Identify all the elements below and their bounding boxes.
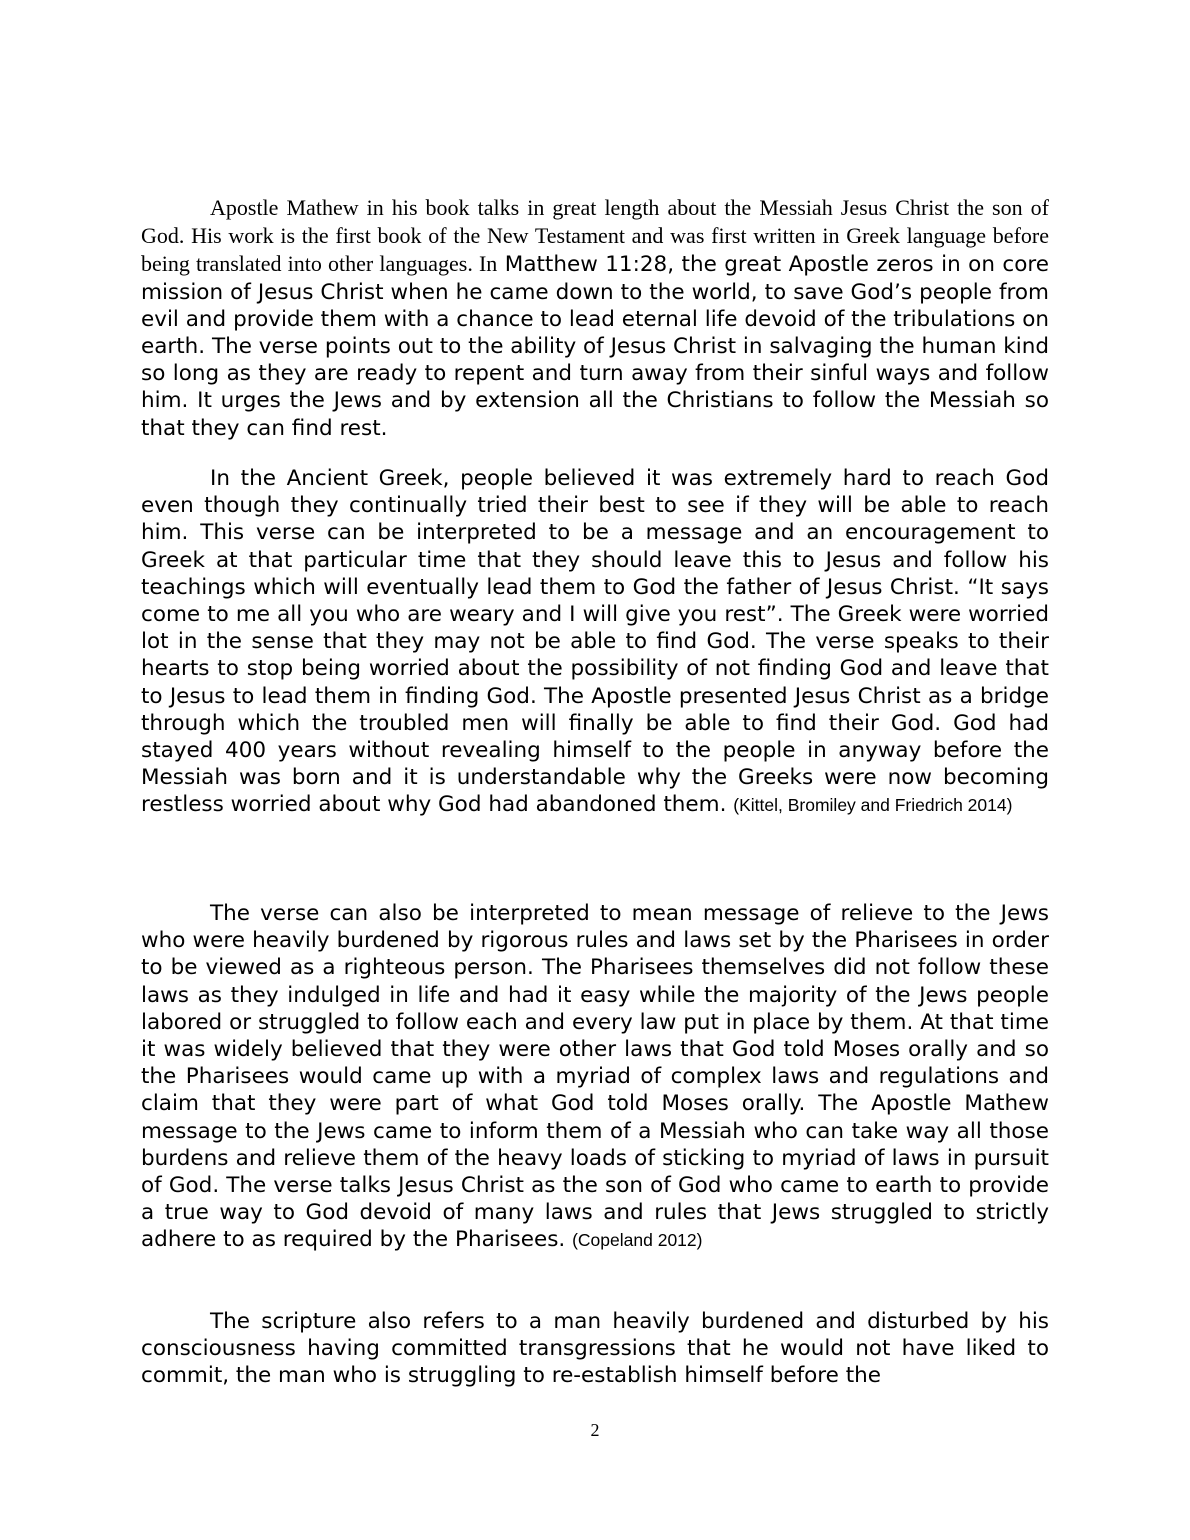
- paragraph-3-text: The verse can also be interpreted to mean message of relieve to the Jews who were heavily burdened by rigorous rules and laws set by the Pharisees in order to be viewed as a righteous person. The Pharisees themselves did not follow these laws as they indulged in life and had it easy while the majority of the Jews people labored or struggled to follow each and every law put in place by them. At that time it was widely believed that they were other laws that God told Moses orally and so the Pharisees would came up with a myriad of complex laws and regulations and claim that they were part of what God told Moses orally. The Apostle Mathew message to the Jews came to inform them of a Messiah who can take way all those burdens and relieve them of the heavy loads of sticking to myriad of laws in pursuit of God. The verse talks Jesus Christ as the son of God who came to earth to provide a true way to God devoid of many laws and rules that Jews struggled to strictly adhere to as required by the Pharisees.: [141, 901, 1049, 1253]
- paragraph-1: [141, 194, 1049, 442]
- paragraph-1-serif-text: Apostle Mathew in his book talks in great length about the Messiah Jesus Christ the son of God. His work is the first book of the New Testament and was first written in Greek language before being translated into other languages. In: [141, 195, 1049, 277]
- citation-copeland: (Copeland 2012): [572, 1230, 703, 1251]
- paragraph-3: [141, 900, 1049, 1255]
- paragraph-1-text: Matthew 11:28, the great Apostle zeros in on core mission of Jesus Christ when he came down to the world, to save God’s people from evil and provide them with a chance to lead eternal life devoid of the tribulations on earth. The verse points out to the ability of Jesus Christ in salvaging the human kind so long as they are ready to repent and turn away from their sinful ways and follow him. It urges the Jews and by extension all the Christians to follow the Messiah so that they can find rest.: [141, 252, 1049, 441]
- paragraph-4: [141, 1308, 1049, 1390]
- paragraph-4-text: The scripture also refers to a man heavily burdened and disturbed by his consciousness having committed transgressions that he would not have liked to commit, the man who is struggling to re-establish himself before the: [141, 1309, 1049, 1389]
- paragraph-2-text: In the Ancient Greek, people believed it was extremely hard to reach God even though they continually tried their best to see if they will be able to reach him. This verse can be interpreted to be a message and an encouragement to Greek at that particular time that they should leave this to Jesus and follow his teachings which will eventually lead them to God the father of Jesus Christ. “It says come to me all you who are weary and I will give you rest”. The Greek were worried lot in the sense that they may not be able to find God. The verse speaks to their hearts to stop being worried about the possibility of not finding God and leave that to Jesus to lead them in finding God. The Apostle presented Jesus Christ as a bridge through which the troubled men will finally be able to find their God. God had stayed 400 years without revealing himself to the people in anyway before the Messiah was born and it is understandable why the Greeks were now becoming restless worried about why God had abandoned them.: [141, 466, 1049, 818]
- citation-kittel: (Kittel, Bromiley and Friedrich 2014): [733, 795, 1013, 816]
- paragraph-2: [141, 465, 1049, 820]
- page-number: 2: [590, 1420, 600, 1440]
